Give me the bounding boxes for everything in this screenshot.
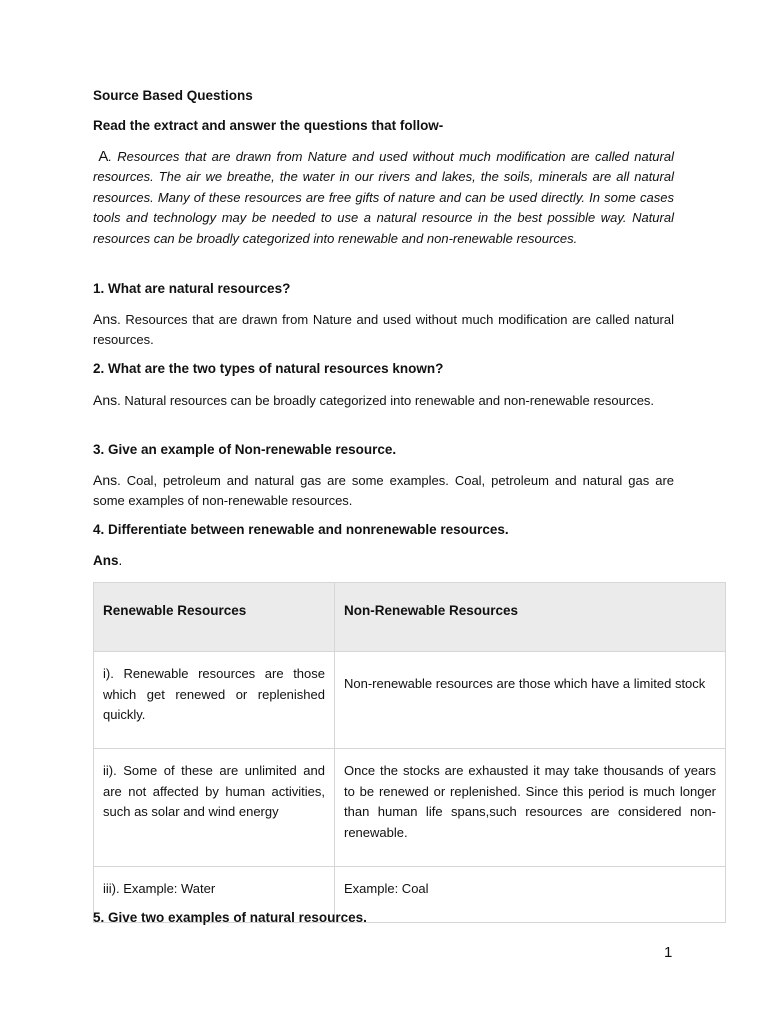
answer-1 <box>93 309 674 351</box>
answer-text: . Resources that are drawn from Nature and used without much modification are called natural resources. <box>93 312 674 348</box>
ans-label: Ans <box>93 311 118 327</box>
answer-2 <box>93 390 674 411</box>
document-title: Source Based Questions <box>93 88 253 103</box>
question-4: 4. Differentiate between renewable and nonrenewable resources. <box>93 522 509 537</box>
extract-label: A <box>98 148 109 165</box>
ans-label: Ans <box>93 472 118 488</box>
question-3: 3. Give an example of Non-renewable resource. <box>93 442 397 457</box>
header-non-renewable: Non-Renewable Resources <box>335 583 726 652</box>
comparison-table <box>93 582 726 923</box>
header-renewable: Renewable Resources <box>94 583 335 652</box>
answer-text: . Natural resources can be broadly categorized into renewable and non-renewable resources. <box>117 393 655 408</box>
table-row <box>94 652 726 749</box>
ans-label: Ans <box>93 392 118 408</box>
answer-4 <box>93 551 674 571</box>
answer-3 <box>93 470 674 512</box>
table-cell: Non-renewable resources are those which have a limited stock <box>335 652 726 749</box>
table-cell: Once the stocks are exhausted it may take thousands of years to be renewed or replenished. Since this period is much longer than human life spans,such resources are considered non-renewable. <box>335 749 726 867</box>
table-cell: i). Renewable resources are those which get renewed or replenished quickly. <box>94 652 335 749</box>
extract-text: . Resources that are drawn from Nature and used without much modification are called natural resources. The air we breathe, the water in our rivers and lakes, the soils, minerals are all natural resources. Many of these resources are free gifts of nature and can be used directly. In some cases tools and technology may be needed to use a natural resource in the best possible way. Natural resources can be broadly categorized into renewable and non-renewable resources. <box>93 149 674 246</box>
question-1: 1. What are natural resources? <box>93 281 291 296</box>
extract-paragraph <box>93 147 674 249</box>
ans-label: Ans <box>93 553 119 568</box>
table-cell: ii). Some of these are unlimited and are not affected by human activities, such as solar and wind energy <box>94 749 335 867</box>
page-number: 1 <box>664 944 673 961</box>
table-header-row <box>94 583 726 652</box>
answer-text: . Coal, petroleum and natural gas are some examples. Coal, petroleum and natural gas are some examples of non-renewable resources. <box>93 473 674 509</box>
instruction: Read the extract and answer the questions that follow- <box>93 118 444 133</box>
table-cell: Example: Coal <box>335 867 726 923</box>
table-cell: iii). Example: Water <box>94 867 335 923</box>
question-5: 5. Give two examples of natural resources. <box>93 910 367 925</box>
table-row <box>94 749 726 867</box>
question-2: 2. What are the two types of natural resources known? <box>93 361 444 376</box>
answer-text: . <box>118 553 123 568</box>
